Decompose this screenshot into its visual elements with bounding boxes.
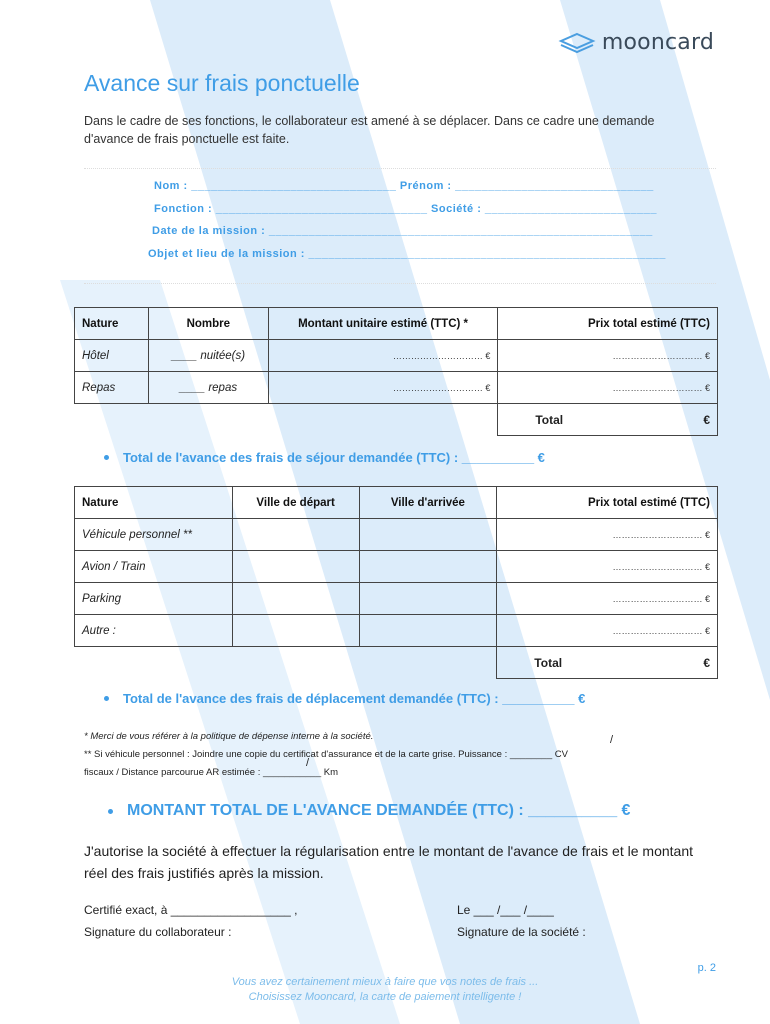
travel-expenses-table — [74, 486, 718, 679]
total-currency: € — [703, 412, 710, 427]
name-field-line[interactable]: Nom : _______________________________ Prénom : ______________________________ — [154, 180, 654, 192]
row-nature: Avion / Train — [75, 551, 233, 583]
mission-date-field-line[interactable]: Date de la mission : __________________________________________________________ — [152, 225, 653, 237]
row-arrival-city[interactable] — [359, 551, 497, 583]
header-nature: Nature — [75, 487, 233, 519]
brand-logo — [558, 30, 714, 55]
bullet-icon — [108, 809, 113, 814]
grand-total-line — [108, 802, 630, 820]
row-nature: Repas — [75, 372, 149, 404]
table-row — [75, 519, 718, 551]
footnote-distance: fiscaux / Distance parcourue AR estimée : ___________ Km — [84, 767, 339, 778]
footnote-vehicle: ** Si véhicule personnel : Joindre une copie du certificat d'assurance et de la carte grise. Puissance : ________ CV — [84, 749, 568, 760]
intro-text: Dans le cadre de ses fonctions, le collaborateur est amené à se déplacer. Dans ce cadre une demande d'avance de frais ponctuelle est faite. — [84, 114, 655, 146]
header-nature: Nature — [75, 308, 149, 340]
row-total-price[interactable]: ………………………… € — [497, 551, 718, 583]
certified-location-field[interactable]: Certifié exact, à __________________ , — [84, 903, 298, 917]
footer-line-2: Choisissez Mooncard, la carte de paiement intelligente ! — [248, 991, 522, 1003]
table-row — [75, 340, 718, 372]
row-unit-amount[interactable]: ………………………… € — [268, 372, 498, 404]
bullet-icon — [104, 696, 109, 701]
total-row — [75, 404, 718, 436]
row-nature: Autre : — [75, 615, 233, 647]
row-nombre[interactable]: ____ nuitée(s) — [148, 340, 268, 372]
employee-signature-label: Signature du collaborateur : — [84, 925, 232, 939]
row-unit-amount[interactable]: ………………………… € — [268, 340, 498, 372]
page-title: Avance sur frais ponctuelle — [84, 70, 360, 96]
table-row — [75, 551, 718, 583]
row-total-price[interactable]: ………………………… € — [497, 615, 718, 647]
footer-tagline — [0, 975, 770, 1005]
total-label: Total — [535, 412, 564, 427]
slash-mark: / — [610, 734, 614, 746]
mission-object-field-line[interactable]: Objet et lieu de la mission : ______________________________________________________ — [148, 248, 666, 260]
table-row — [75, 372, 718, 404]
brand-name: mooncard — [601, 30, 714, 55]
slash-mark: / — [306, 757, 310, 769]
header-total-price: Prix total estimé (TTC) — [498, 308, 718, 340]
row-arrival-city[interactable] — [359, 519, 497, 551]
header-nombre: Nombre — [148, 308, 268, 340]
total-currency: € — [703, 655, 710, 670]
travel-total-text[interactable]: Total de l'avance des frais de déplacement demandée (TTC) : __________ € — [123, 691, 586, 706]
footnotes — [84, 728, 724, 782]
layers-logo-icon — [558, 31, 596, 55]
row-total-price[interactable]: ………………………… € — [498, 340, 718, 372]
page-number: p. 2 — [697, 962, 716, 974]
grand-total-text[interactable]: MONTANT TOTAL DE L'AVANCE DEMANDÉE (TTC) : __________ € — [127, 802, 631, 819]
authorization-text: J'autorise la société à effectuer la régularisation entre le montant de l'avance de frais et le montant réel des frais justifiés après la mission. — [84, 843, 693, 881]
row-departure-city[interactable] — [232, 519, 359, 551]
total-row — [75, 647, 718, 679]
row-nature: Hôtel — [75, 340, 149, 372]
row-total-price[interactable]: ………………………… € — [498, 372, 718, 404]
footer-line-1: Vous avez certainement mieux à faire que vos notes de frais ... — [231, 976, 539, 988]
bullet-icon — [104, 455, 109, 460]
company-signature-label: Signature de la société : — [457, 925, 586, 939]
travel-total-line — [104, 691, 585, 706]
table-header-row — [75, 487, 718, 519]
total-label: Total — [534, 655, 563, 670]
row-departure-city[interactable] — [232, 551, 359, 583]
header-unit-amount: Montant unitaire estimé (TTC) * — [268, 308, 498, 340]
row-nature: Parking — [75, 583, 233, 615]
divider — [84, 283, 716, 284]
table-header-row — [75, 308, 718, 340]
header-total-price: Prix total estimé (TTC) — [497, 487, 718, 519]
stay-total-line — [104, 450, 545, 465]
total-cell[interactable] — [497, 647, 718, 679]
header-departure-city: Ville de départ — [232, 487, 359, 519]
row-departure-city[interactable] — [232, 583, 359, 615]
header-arrival-city: Ville d'arrivée — [359, 487, 497, 519]
footnote-expense-policy: * Merci de vous référer à la politique de dépense interne à la société. — [84, 731, 374, 742]
total-cell[interactable] — [498, 404, 718, 436]
stay-expenses-table — [74, 307, 718, 436]
row-arrival-city[interactable] — [359, 583, 497, 615]
row-total-price[interactable]: ………………………… € — [497, 519, 718, 551]
row-departure-city[interactable] — [232, 615, 359, 647]
table-row — [75, 615, 718, 647]
stay-total-text[interactable]: Total de l'avance des frais de séjour demandée (TTC) : __________ € — [123, 450, 545, 465]
table-row — [75, 583, 718, 615]
divider — [84, 168, 716, 169]
row-arrival-city[interactable] — [359, 615, 497, 647]
function-field-line[interactable]: Fonction : ________________________________ Société : __________________________ — [154, 203, 657, 215]
row-nombre[interactable]: ____ repas — [148, 372, 268, 404]
row-nature: Véhicule personnel ** — [75, 519, 233, 551]
date-field[interactable]: Le ___ /___ /____ — [457, 903, 554, 917]
row-total-price[interactable]: ………………………… € — [497, 583, 718, 615]
